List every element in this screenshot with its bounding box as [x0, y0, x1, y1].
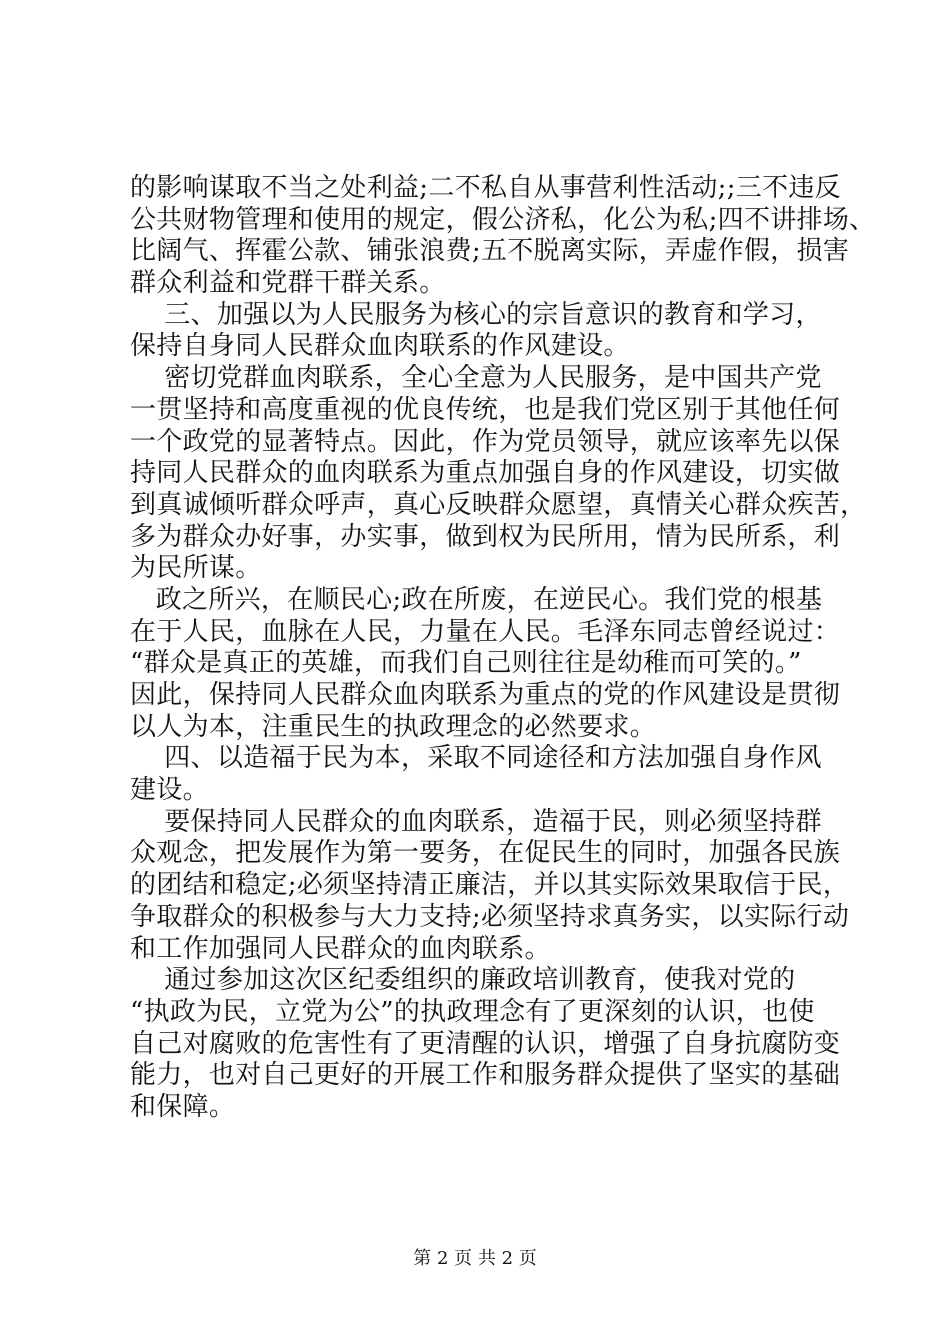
text-line: 因此，保持同人民群众血肉联系为重点的党的作风建设是贯彻	[130, 680, 841, 710]
section-heading-line: 三、加强以为人民服务为核心的宗旨意识的教育和学习，	[130, 299, 822, 330]
text-line: 持同人民群众的血肉联系为重点加强自身的作风建设，切实做	[130, 458, 841, 489]
text-line: 通过参加这次区纪委组织的廉政培训教育，使我对党的	[130, 965, 796, 996]
text-line: 一个政党的显著特点。因此，作为党员领导，就应该率先以保	[130, 426, 841, 457]
text-line: 的影响谋取不当之处利益;二不私自从事营利性活动;;三不违反	[130, 173, 841, 203]
text-line: 为民所谋。	[130, 553, 262, 584]
document-body	[130, 173, 876, 1124]
text-line: “执政为民，立党为公”的执政理念有了更深刻的认识，也使	[130, 996, 815, 1027]
text-line: 比阔气、挥霍公款、铺张浪费;五不脱离实际，弄虚作假，损害	[130, 236, 850, 267]
text-line: 自己对腐败的危害性有了更清醒的认识，增强了自身抗腐防变	[130, 1028, 841, 1059]
text-line: 众观念，把发展作为第一要务，在促民生的同时，加强各民族	[130, 838, 841, 869]
text-line: 的团结和稳定;必须坚持清正廉洁，并以其实际效果取信于民，	[130, 870, 850, 901]
section-heading-line: 四、以造福于民为本，采取不同途径和方法加强自身作风	[130, 743, 822, 774]
text-line: 争取群众的积极参与大力支持;必须坚持求真务实，以实际行动	[130, 901, 850, 932]
text-line: 多为群众办好事，办实事，做到权为民所用，情为民所系，利	[130, 521, 841, 552]
text-line: 和工作加强同人民群众的血肉联系。	[130, 933, 551, 964]
text-line: 一贯坚持和高度重视的优良传统，也是我们党区别于其他任何	[130, 394, 841, 425]
text-line: 要保持同人民群众的血肉联系，造福于民，则必须坚持群	[130, 806, 822, 837]
text-line: 在于人民，血脉在人民，力量在人民。毛泽东同志曾经说过：	[130, 616, 841, 647]
text-line: 群众利益和党群干群关系。	[130, 268, 446, 299]
text-line: 能力，也对自己更好的开展工作和服务群众提供了坚实的基础	[130, 1060, 841, 1091]
section-heading-line: 保持自身同人民群众血肉联系的作风建设。	[130, 331, 630, 362]
text-line: 密切党群血肉联系，全心全意为人民服务，是中国共产党	[130, 363, 822, 394]
text-line: 以人为本，注重民生的执政理念的必然要求。	[130, 711, 657, 742]
page-number-footer: 第 2 页 共 2 页	[413, 1248, 537, 1269]
text-line: 到真诚倾听群众呼声，真心反映群众愿望，真情关心群众疾苦，	[130, 489, 867, 520]
quote-line: “群众是真正的英雄，而我们自己则往往是幼稚而可笑的。”	[130, 648, 802, 679]
section-heading-line: 建设。	[130, 775, 209, 806]
text-line: 政之所兴，在顺民心;政在所废，在逆民心。我们党的根基	[130, 584, 823, 615]
text-line: 和保障。	[130, 1091, 236, 1122]
text-line: 公共财物管理和使用的规定，假公济私，化公为私;四不讲排场、	[130, 204, 876, 235]
